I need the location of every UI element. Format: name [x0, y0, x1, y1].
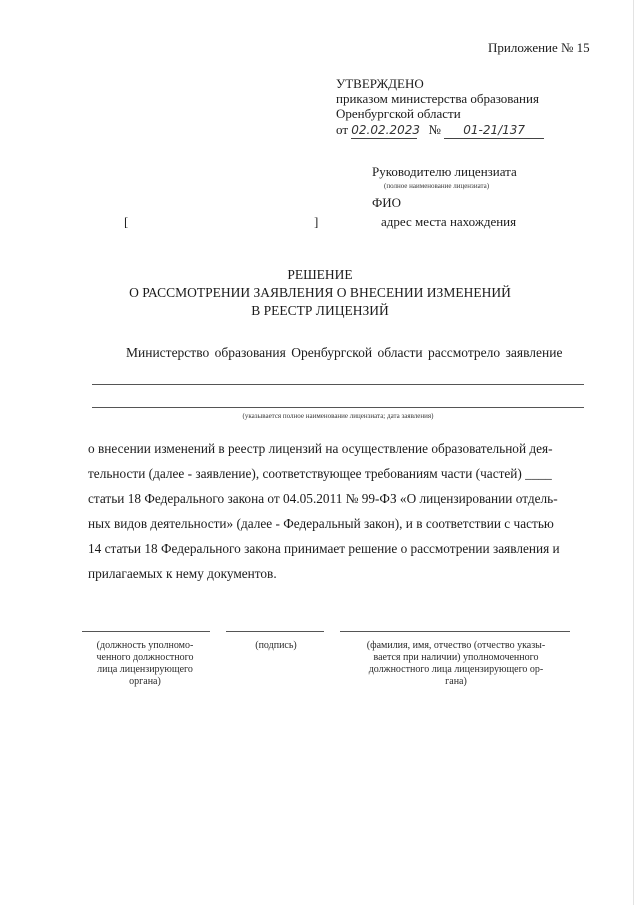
fullname-label — [336, 640, 576, 688]
body-line: о внесении изменений в реестр лицензий на осуществление образовательной дея- — [88, 441, 553, 456]
body-line: тельности (далее - заявление), соответствующее требованиям части (частей) ____ — [88, 466, 552, 481]
signature-label-line: (подпись) — [255, 640, 297, 651]
intro-text: Министерство образования Оренбургской области рассмотрело заявление — [126, 345, 563, 360]
position-line — [82, 631, 210, 632]
body-line: статьи 18 Федерального закона от 04.05.2011 № 99-ФЗ «О лицензировании отдель- — [88, 491, 558, 506]
fullname-label-line: гана) — [445, 676, 467, 687]
fill-line-2 — [92, 407, 584, 408]
position-label-line: ченного должностного — [96, 652, 194, 663]
appendix-label: Приложение № 15 — [488, 40, 590, 55]
title-line-3: В РЕЕСТР ЛИЦЕНЗИЙ — [251, 303, 389, 318]
position-label — [74, 640, 216, 688]
approval-line-1: приказом министерства образования — [336, 91, 539, 106]
addressee-head: Руководителю лицензиата — [372, 164, 517, 179]
fullname-label-line: (фамилия, имя, отчество (отчество указы- — [366, 640, 546, 651]
position-label-line: лица лицензирующего — [97, 664, 193, 675]
scan-edge — [633, 0, 634, 905]
body-line: 14 статьи 18 Федерального закона принимает решение о рассмотрении заявления и — [88, 541, 560, 556]
body-line: прилагаемых к нему документов. — [88, 566, 277, 581]
title-line-1: РЕШЕНИЕ — [287, 267, 353, 282]
from-label: от — [336, 122, 349, 137]
addressee-hint: (полное наименование лицензиата) — [384, 182, 490, 190]
document-title — [60, 266, 580, 320]
approval-block — [336, 76, 544, 139]
body-paragraph — [88, 436, 598, 586]
approval-date: 02.02.2023 — [351, 123, 420, 137]
approval-line-2: Оренбургской области — [336, 106, 461, 121]
bracket-close: ] — [314, 214, 319, 229]
fill-line-1 — [92, 384, 584, 385]
field-hint: (указывается полное наименование лицензиата; дата заявления) — [242, 412, 434, 420]
fullname-label-line: вается при наличии) уполномоченного — [373, 652, 539, 663]
signature-line — [226, 631, 324, 632]
fullname-line — [340, 631, 570, 632]
number-label: № — [428, 122, 441, 137]
body-line: ных видов деятельности» (далее - Федеральный закон), и в соответствии с частью — [88, 516, 554, 531]
signature-label — [236, 640, 316, 652]
approval-title: УТВЕРЖДЕНО — [336, 76, 424, 91]
position-label-line: (должность уполномо- — [96, 640, 194, 651]
fullname-label-line: должностного лица лицензирующего ор- — [368, 664, 544, 675]
bracket-open: [ — [124, 214, 129, 229]
approval-date-row — [336, 122, 544, 139]
addressee-address: адрес места нахождения — [381, 214, 517, 229]
approval-number: 01-21/137 — [444, 123, 544, 139]
addressee-fio: ФИО — [372, 195, 402, 210]
position-label-line: органа) — [129, 676, 161, 687]
title-line-2: О РАССМОТРЕНИИ ЗАЯВЛЕНИЯ О ВНЕСЕНИИ ИЗМЕНЕНИЙ — [129, 285, 511, 300]
